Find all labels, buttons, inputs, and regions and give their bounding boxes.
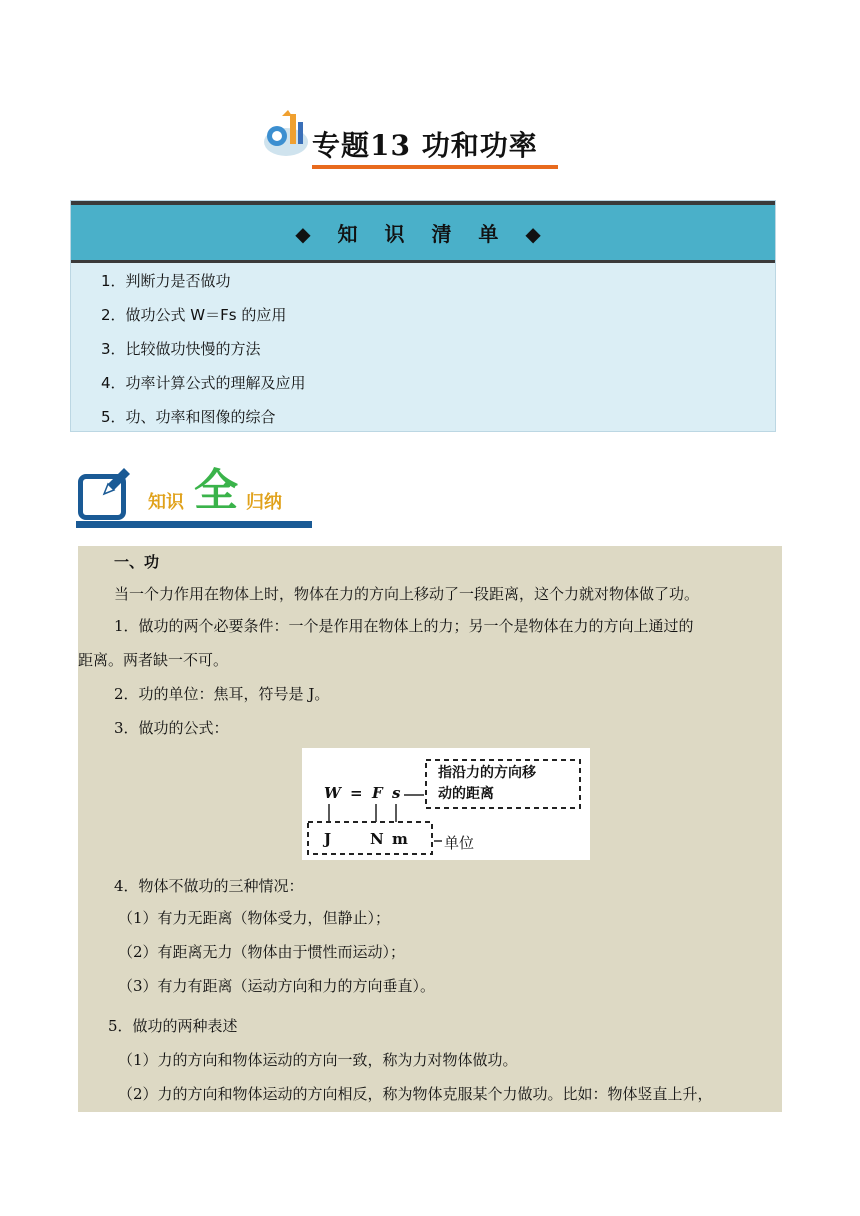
unit-m: m bbox=[392, 830, 408, 848]
formula-W: W bbox=[324, 784, 341, 802]
formula-note-line2: 动的距离 bbox=[438, 786, 494, 802]
paragraph: （1）力的方向和物体运动的方向一致，称为力对物体做功。 bbox=[118, 1051, 518, 1069]
unit-label: 单位 bbox=[444, 834, 475, 852]
page-title: 专题13 功和功率 bbox=[312, 129, 538, 162]
pencil-icon bbox=[98, 466, 132, 500]
list-item: 2．做功公式 W＝Fs 的应用 bbox=[101, 306, 287, 324]
title-underline bbox=[312, 165, 558, 169]
list-item: 3．比较做功快慢的方法 bbox=[101, 340, 261, 358]
paragraph: 3．做功的公式： bbox=[114, 719, 229, 737]
list-item: 4．功率计算公式的理解及应用 bbox=[101, 374, 306, 392]
paragraph: 5．做功的两种表述 bbox=[108, 1017, 238, 1035]
paragraph: 1．做功的两个必要条件：一个是作用在物体上的力；另一个是物体在力的方向上通过的 bbox=[114, 617, 694, 635]
paragraph: （2）有距离无力（物体由于惯性而运动）； bbox=[118, 943, 406, 961]
paragraph: 4．物体不做功的三种情况： bbox=[114, 877, 304, 895]
paragraph: （3）有力有距离（运动方向和力的方向垂直）。 bbox=[118, 977, 436, 995]
badge-text-part2: 全 bbox=[194, 465, 238, 516]
unit-N: N bbox=[370, 830, 384, 848]
formula-equals: = bbox=[350, 784, 363, 802]
badge-text-part3: 归纳 bbox=[246, 492, 282, 513]
knowledge-list bbox=[101, 271, 306, 441]
list-item: 5．功、功率和图像的综合 bbox=[101, 408, 276, 426]
formula-diagram bbox=[302, 748, 590, 860]
badge-text-part1: 知识 bbox=[148, 492, 184, 513]
knowledge-list-box bbox=[70, 200, 776, 432]
knowledge-list-header bbox=[71, 201, 775, 263]
formula-s: s bbox=[392, 784, 401, 802]
formula-F: F bbox=[372, 784, 383, 802]
content-box bbox=[78, 546, 782, 1112]
paragraph: 距离。两者缺一不可。 bbox=[78, 651, 229, 669]
section-badge bbox=[76, 452, 316, 530]
unit-J: J bbox=[324, 830, 332, 848]
paragraph: 当一个力作用在物体上时，物体在力的方向上移动了一段距离，这个力就对物体做了功。 bbox=[114, 585, 700, 603]
paragraph: （2）力的方向和物体运动的方向相反，称为物体克服某个力做功。比如：物体竖直上升， bbox=[118, 1085, 713, 1103]
paragraph: 2．功的单位：焦耳，符号是 J。 bbox=[114, 685, 330, 703]
paragraph: （1）有力无距离（物体受力，但静止）； bbox=[118, 909, 391, 927]
list-item: 1．判断力是否做功 bbox=[101, 272, 231, 290]
section-heading: 一、功 bbox=[114, 553, 160, 571]
badge-underline bbox=[76, 521, 312, 528]
science-logo-icon bbox=[262, 108, 312, 160]
knowledge-list-header-text: ◆ 知 识 清 单 ◆ bbox=[295, 222, 551, 246]
formula-note-line1: 指沿力的方向移 bbox=[438, 765, 536, 781]
